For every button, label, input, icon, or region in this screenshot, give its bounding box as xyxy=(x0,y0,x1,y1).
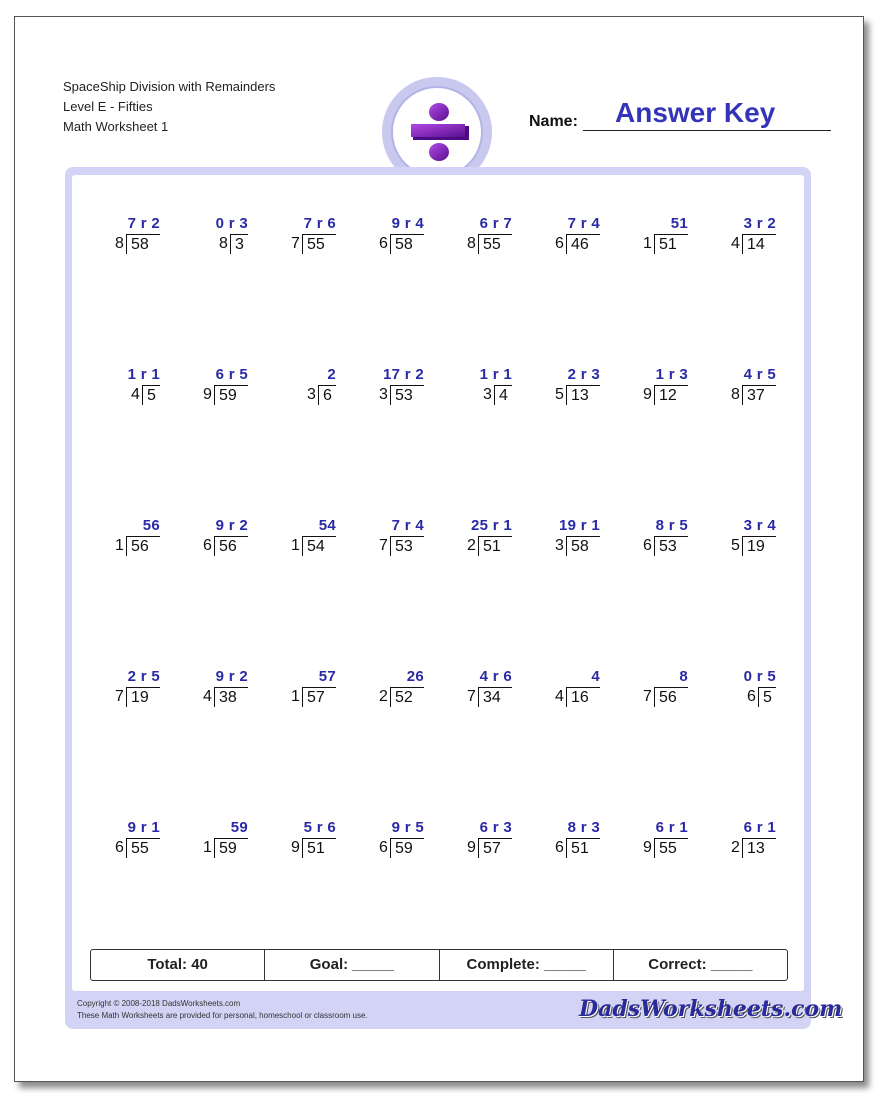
division-problem xyxy=(364,668,424,708)
answer-quotient: 4 r 5 xyxy=(743,366,776,383)
problem-frame xyxy=(65,167,811,1029)
dividend: 55 xyxy=(131,840,149,857)
division-bracket xyxy=(126,536,160,556)
division-problem xyxy=(540,215,600,255)
dividend: 53 xyxy=(395,387,413,404)
header-info xyxy=(63,77,275,137)
answer-quotient: 0 r 5 xyxy=(743,668,776,685)
division-problem xyxy=(716,517,776,557)
divisor: 9 xyxy=(467,839,476,856)
answer-quotient: 2 xyxy=(327,366,336,383)
worksheet-page xyxy=(14,16,864,1082)
division-problem xyxy=(364,215,424,255)
dividend: 38 xyxy=(219,689,237,706)
division-bracket xyxy=(302,536,336,556)
division-bracket xyxy=(654,234,688,254)
divisor: 6 xyxy=(379,235,388,252)
division-problem xyxy=(540,366,600,406)
division-problem xyxy=(100,215,160,255)
dividend: 3 xyxy=(235,236,244,253)
divisor: 8 xyxy=(115,235,124,252)
answer-quotient: 9 r 5 xyxy=(391,819,424,836)
dividend: 34 xyxy=(483,689,501,706)
dividend: 12 xyxy=(659,387,677,404)
division-problem xyxy=(628,517,688,557)
division-bracket xyxy=(214,385,248,405)
division-problem xyxy=(540,668,600,708)
divisor: 5 xyxy=(731,537,740,554)
division-problem xyxy=(276,517,336,557)
answer-quotient: 6 r 1 xyxy=(743,819,776,836)
problem-row xyxy=(100,215,810,255)
division-bracket xyxy=(654,385,688,405)
dividend: 13 xyxy=(747,840,765,857)
answer-quotient: 9 r 2 xyxy=(215,517,248,534)
divisor: 9 xyxy=(203,386,212,403)
answer-quotient: 0 r 3 xyxy=(215,215,248,232)
division-bracket xyxy=(126,234,160,254)
division-bracket xyxy=(566,234,600,254)
answer-quotient: 56 xyxy=(142,517,160,534)
answer-quotient: 8 r 5 xyxy=(655,517,688,534)
division-problem xyxy=(452,819,512,859)
division-problem xyxy=(716,819,776,859)
dividend: 13 xyxy=(571,387,589,404)
divisor: 6 xyxy=(115,839,124,856)
division-sign-icon xyxy=(409,102,469,164)
answer-quotient: 54 xyxy=(318,517,336,534)
division-problem xyxy=(452,215,512,255)
dividend: 6 xyxy=(323,387,332,404)
dividend: 58 xyxy=(395,236,413,253)
dividend: 46 xyxy=(571,236,589,253)
answer-quotient: 25 r 1 xyxy=(471,517,512,534)
dividend: 51 xyxy=(307,840,325,857)
division-bracket xyxy=(390,536,424,556)
divisor: 6 xyxy=(747,688,756,705)
division-bracket xyxy=(566,385,600,405)
division-bracket xyxy=(654,536,688,556)
divisor: 4 xyxy=(731,235,740,252)
division-problem xyxy=(276,819,336,859)
divisor: 8 xyxy=(731,386,740,403)
division-bracket xyxy=(654,687,688,707)
divisor: 4 xyxy=(131,386,140,403)
answer-quotient: 2 r 5 xyxy=(127,668,160,685)
division-problem xyxy=(188,215,248,255)
division-problem xyxy=(628,366,688,406)
dividend: 55 xyxy=(483,236,501,253)
division-bracket xyxy=(478,838,512,858)
divisor: 6 xyxy=(643,537,652,554)
dividend: 19 xyxy=(131,689,149,706)
answer-quotient: 7 r 4 xyxy=(567,215,600,232)
score-correct: Correct: _____ xyxy=(648,956,753,973)
dividend: 4 xyxy=(499,387,508,404)
divisor: 7 xyxy=(115,688,124,705)
divisor: 7 xyxy=(467,688,476,705)
dividend: 53 xyxy=(659,538,677,555)
dividend: 59 xyxy=(395,840,413,857)
divisor: 3 xyxy=(307,386,316,403)
score-complete: Complete: _____ xyxy=(440,950,614,980)
divisor: 2 xyxy=(379,688,388,705)
division-bracket xyxy=(302,234,336,254)
divisor: 6 xyxy=(379,839,388,856)
divisor: 6 xyxy=(555,235,564,252)
division-bracket xyxy=(742,385,776,405)
dividend: 5 xyxy=(763,689,772,706)
worksheet-level: Level E - Fifties xyxy=(63,99,153,114)
score-goal: Goal: _____ xyxy=(265,950,439,980)
division-bracket xyxy=(478,234,512,254)
dividend: 19 xyxy=(747,538,765,555)
dividend: 59 xyxy=(219,840,237,857)
division-bracket xyxy=(214,687,248,707)
answer-quotient: 51 xyxy=(670,215,688,232)
dividend: 58 xyxy=(571,538,589,555)
answer-quotient: 6 r 1 xyxy=(655,819,688,836)
answer-quotient: 1 r 1 xyxy=(479,366,512,383)
answer-quotient: 17 r 2 xyxy=(383,366,424,383)
division-bracket xyxy=(142,385,160,405)
division-bracket xyxy=(390,234,424,254)
division-bracket xyxy=(214,838,248,858)
dividend: 51 xyxy=(571,840,589,857)
divisor: 7 xyxy=(379,537,388,554)
answer-quotient: 19 r 1 xyxy=(559,517,600,534)
problem-row xyxy=(100,517,810,557)
dividend: 52 xyxy=(395,689,413,706)
divisor: 1 xyxy=(115,537,124,554)
answer-quotient: 2 r 3 xyxy=(567,366,600,383)
answer-quotient: 1 r 3 xyxy=(655,366,688,383)
answer-quotient: 9 r 2 xyxy=(215,668,248,685)
footer-copyright: Copyright © 2008-2018 DadsWorksheets.com These Math Worksheets are provided for personal, homeschool or classroom use. xyxy=(77,999,368,1020)
brand-logo: DadsWorksheets.com xyxy=(579,996,843,1022)
division-problem xyxy=(540,819,600,859)
division-problem xyxy=(628,668,688,708)
dividend: 57 xyxy=(307,689,325,706)
division-bracket xyxy=(126,687,160,707)
answer-quotient: 3 r 2 xyxy=(743,215,776,232)
division-problem xyxy=(452,517,512,557)
answer-quotient: 57 xyxy=(318,668,336,685)
division-problem xyxy=(364,819,424,859)
dividend: 58 xyxy=(131,236,149,253)
division-problem xyxy=(188,819,248,859)
worksheet-number: Math Worksheet 1 xyxy=(63,119,169,134)
division-bracket xyxy=(742,536,776,556)
answer-quotient: 59 xyxy=(230,819,248,836)
score-total: Total: 40 xyxy=(91,950,265,980)
division-problem xyxy=(540,517,600,557)
division-bracket xyxy=(126,838,160,858)
dividend: 56 xyxy=(131,538,149,555)
dividend: 59 xyxy=(219,387,237,404)
divisor: 2 xyxy=(731,839,740,856)
answer-quotient: 7 r 4 xyxy=(391,517,424,534)
dividend: 51 xyxy=(659,236,677,253)
divisor: 7 xyxy=(291,235,300,252)
score-bar xyxy=(90,949,788,981)
name-field xyxy=(529,97,831,131)
dividend: 16 xyxy=(571,689,589,706)
divisor: 3 xyxy=(483,386,492,403)
divisor: 2 xyxy=(467,537,476,554)
division-problem xyxy=(628,819,688,859)
divisor: 5 xyxy=(555,386,564,403)
divisor: 3 xyxy=(555,537,564,554)
division-problem xyxy=(452,366,512,406)
answer-quotient: 26 xyxy=(406,668,424,685)
division-bracket xyxy=(478,536,512,556)
divisor: 4 xyxy=(203,688,212,705)
answer-quotient: 8 r 3 xyxy=(567,819,600,836)
division-bracket xyxy=(302,687,336,707)
dividend: 54 xyxy=(307,538,325,555)
divisor: 1 xyxy=(203,839,212,856)
dividend: 57 xyxy=(483,840,501,857)
division-bracket xyxy=(214,536,248,556)
division-bracket xyxy=(478,687,512,707)
divisor: 1 xyxy=(291,688,300,705)
division-bracket xyxy=(758,687,776,707)
division-bracket xyxy=(318,385,336,405)
divisor: 8 xyxy=(219,235,228,252)
dividend: 51 xyxy=(483,538,501,555)
divisor: 1 xyxy=(643,235,652,252)
division-problem xyxy=(276,215,336,255)
dividend: 14 xyxy=(747,236,765,253)
dividend: 56 xyxy=(659,689,677,706)
problem-row xyxy=(100,819,810,859)
answer-quotient: 6 r 5 xyxy=(215,366,248,383)
division-problem xyxy=(716,668,776,708)
division-problem xyxy=(100,819,160,859)
division-problem xyxy=(364,366,424,406)
answer-key-label: Answer Key xyxy=(615,97,776,128)
division-problem xyxy=(716,366,776,406)
division-problem xyxy=(716,215,776,255)
divisor: 9 xyxy=(291,839,300,856)
dividend: 53 xyxy=(395,538,413,555)
answer-quotient: 9 r 1 xyxy=(127,819,160,836)
answer-quotient: 8 xyxy=(679,668,688,685)
divisor: 6 xyxy=(203,537,212,554)
division-problem xyxy=(452,668,512,708)
worksheet-title: SpaceShip Division with Remainders xyxy=(63,79,276,94)
division-problem xyxy=(188,517,248,557)
answer-quotient: 9 r 4 xyxy=(391,215,424,232)
division-problem xyxy=(188,668,248,708)
answer-quotient: 4 xyxy=(591,668,600,685)
divisor: 9 xyxy=(643,839,652,856)
answer-quotient: 5 r 6 xyxy=(303,819,336,836)
answer-quotient: 6 r 3 xyxy=(479,819,512,836)
division-problem xyxy=(188,366,248,406)
division-problem xyxy=(276,668,336,708)
name-label: Name: xyxy=(529,113,578,130)
division-problem xyxy=(276,366,336,406)
division-bracket xyxy=(230,234,248,254)
division-bracket xyxy=(654,838,688,858)
divisor: 3 xyxy=(379,386,388,403)
division-bracket xyxy=(566,838,600,858)
division-bracket xyxy=(494,385,512,405)
dividend: 37 xyxy=(747,387,765,404)
divisor: 1 xyxy=(291,537,300,554)
division-problem xyxy=(628,215,688,255)
divisor: 7 xyxy=(643,688,652,705)
divisor: 9 xyxy=(643,386,652,403)
division-bracket xyxy=(390,838,424,858)
answer-quotient: 7 r 2 xyxy=(127,215,160,232)
problem-row xyxy=(100,366,810,406)
division-bracket xyxy=(566,536,600,556)
dividend: 56 xyxy=(219,538,237,555)
divisor: 8 xyxy=(467,235,476,252)
answer-quotient: 1 r 1 xyxy=(127,366,160,383)
division-bracket xyxy=(390,385,424,405)
divisor: 6 xyxy=(555,839,564,856)
divisor: 4 xyxy=(555,688,564,705)
dividend: 5 xyxy=(147,387,156,404)
dividend: 55 xyxy=(307,236,325,253)
answer-quotient: 6 r 7 xyxy=(479,215,512,232)
division-bracket xyxy=(390,687,424,707)
division-problem xyxy=(364,517,424,557)
dividend: 55 xyxy=(659,840,677,857)
problem-row xyxy=(100,668,810,708)
answer-quotient: 4 r 6 xyxy=(479,668,512,685)
division-bracket xyxy=(742,838,776,858)
division-bracket xyxy=(302,838,336,858)
answer-quotient: 7 r 6 xyxy=(303,215,336,232)
division-problem xyxy=(100,668,160,708)
division-bracket xyxy=(742,234,776,254)
division-problem xyxy=(100,517,160,557)
answer-quotient: 3 r 4 xyxy=(743,517,776,534)
division-bracket xyxy=(566,687,600,707)
division-problem xyxy=(100,366,160,406)
